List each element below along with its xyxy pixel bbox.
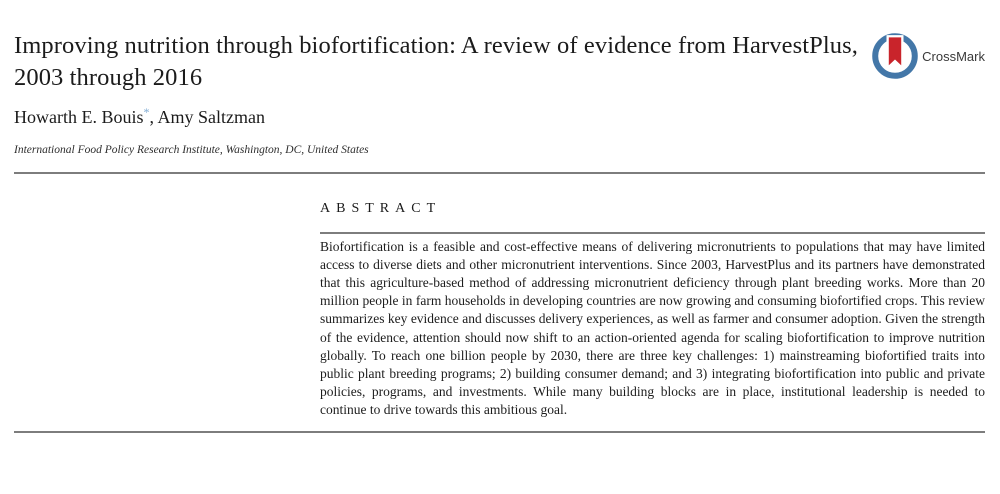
header-row — [14, 30, 985, 94]
abstract-section — [320, 201, 985, 420]
author-name-2: Amy Saltzman — [157, 107, 265, 127]
author-name-1: Howarth E. Bouis — [14, 107, 144, 127]
corresponding-author-marker[interactable]: * — [143, 105, 150, 119]
abstract-divider — [320, 232, 985, 234]
bottom-divider — [14, 431, 985, 433]
abstract-text: Biofortification is a feasible and cost-effective means of delivering micronutrients to populations that may have limited access to diverse diets and other micronutrient interventions. Since 2003, HarvestPlus and its partners have demonstrated that this agriculture-based method of addressing micronutrient deficiency through plant breeding works. More than 20 million people in farm households in developing countries are now growing and consuming biofortified crops. This review summarizes key evidence and discusses delivery experiences, as well as farmer and consumer adoption. Given the strength of the evidence, attention should now shift to an action-oriented agenda for scaling biofortification to improve nutrition globally. To reach one billion people by 2030, there are three key challenges: 1) mainstreaming biofortified traits into public plant breeding programs; 2) building consumer demand; and 3) integrating biofortification into public and private policies, programs, and investments. While many building blocks are in place, institutional leadership is needed to continue to drive towards this ambitious goal. — [320, 238, 985, 418]
abstract-heading: ABSTRACT — [320, 201, 442, 216]
top-divider — [14, 172, 985, 174]
crossmark-label: CrossMark — [922, 48, 985, 64]
crossmark-icon — [872, 33, 918, 79]
paper-title: Improving nutrition through biofortification: A review of evidence from HarvestPlus, 2003 through 2016 — [14, 32, 858, 91]
crossmark-badge[interactable] — [872, 33, 985, 79]
affiliation: International Food Policy Research Institute, Washington, DC, United States — [14, 144, 369, 156]
author-line — [14, 106, 985, 129]
authors-separator: , — [149, 107, 158, 127]
